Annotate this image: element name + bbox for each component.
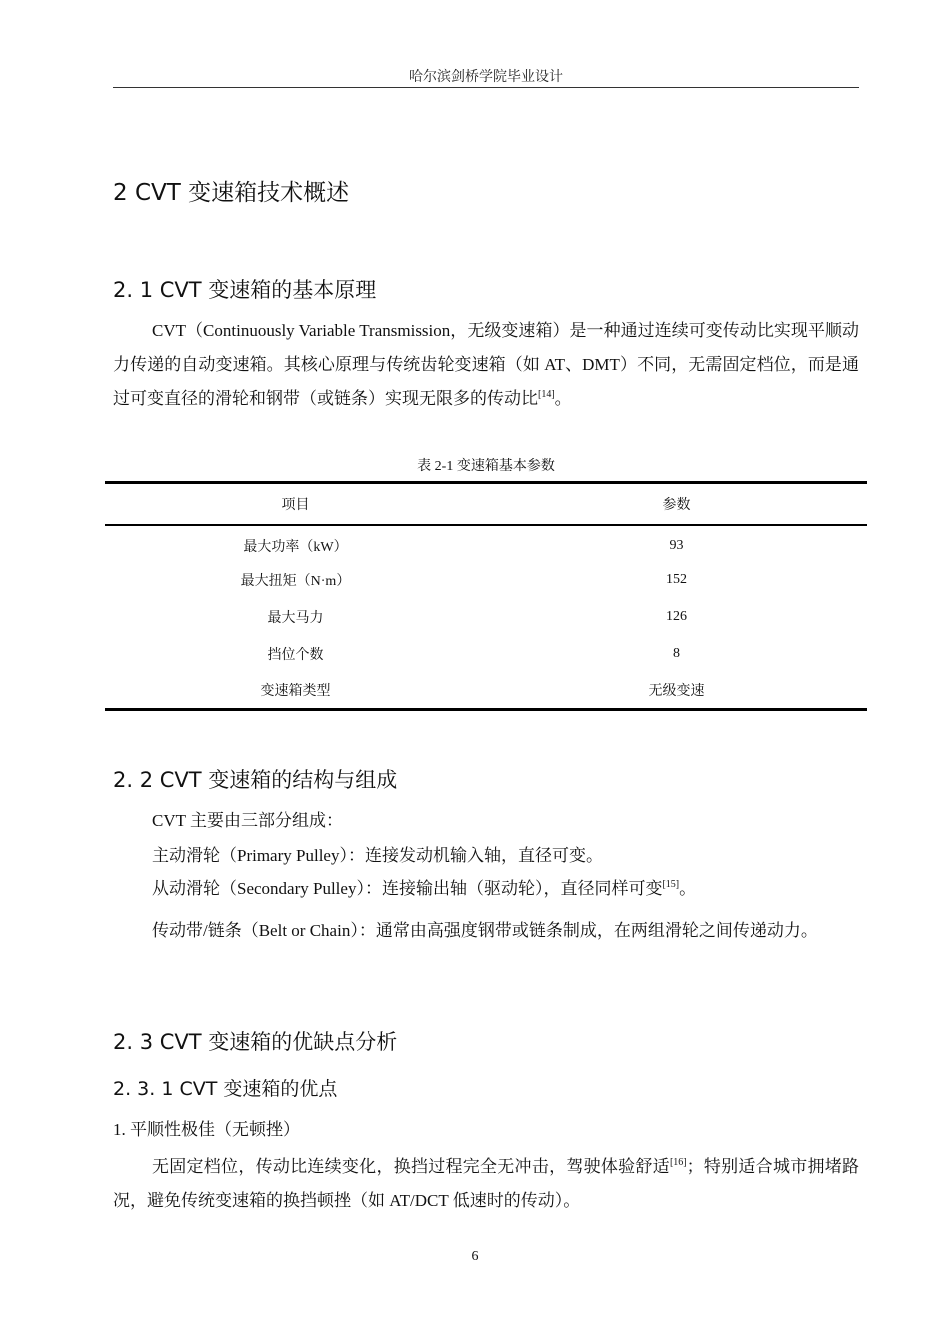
section-2-1-paragraph [113,314,859,416]
header-divider [113,87,859,88]
table-header-row [105,483,867,525]
table-cell: 8 [673,646,680,661]
table-row [105,599,867,636]
paragraph-text: 无固定档位，传动比连续变化，换挡过程完全无冲击，驾驶体验舒适 [152,1157,670,1176]
section-2-3-1-heading: 2. 3. 1 CVT 变速箱的优点 [113,1078,338,1100]
table-cell: 126 [666,609,687,624]
table-row [105,562,867,599]
section-2-2-intro: CVT 主要由三部分组成： [152,811,343,830]
table-caption: 表 2-1 变速箱基本参数 [417,459,555,474]
table-cell: 挡位个数 [267,648,324,663]
table-cell: 变速箱类型 [105,673,486,710]
table-header-cell: 参数 [486,483,867,525]
citation: [15] [662,879,680,890]
table-row [105,673,867,710]
parameters-table [105,481,867,711]
section-2-3-heading: 2. 3 CVT 变速箱的优缺点分析 [113,1030,398,1054]
list-item-belt-chain: 传动带/链条（Belt or Chain）：通常由高强度钢带或链条制成，在两组滑轮之间传递动力。 [152,921,818,940]
paragraph-end: 。 [554,389,572,408]
page-number: 6 [471,1249,479,1264]
smoothness-paragraph [113,1150,859,1218]
point-heading-smoothness: 1. 平顺性极佳（无顿挫） [113,1120,300,1139]
table-cell: 152 [666,572,687,587]
table-cell: 93 [669,537,684,553]
table-header-cell: 项目 [105,483,486,525]
section-2-2-heading: 2. 2 CVT 变速箱的结构与组成 [113,768,398,792]
section-2-1-heading: 2. 1 CVT 变速箱的基本原理 [113,278,377,302]
chapter-heading: 2 CVT 变速箱技术概述 [113,180,350,206]
list-item-secondary-pulley [113,872,859,906]
table-cell: 无级变速 [486,673,867,710]
list-item-primary-pulley: 主动滑轮（Primary Pulley）：连接发动机输入轴，直径可变。 [152,846,603,865]
table-row [105,525,867,562]
table-row [105,636,867,673]
table-cell: 最大扭矩（N·m） [240,574,351,589]
table-cell: 最大马力 [267,611,324,626]
item-end: 。 [679,879,697,898]
citation: [16] [669,1157,687,1168]
paragraph-text: CVT（Continuously Variable Transmission，无级变速箱）是一种通过连续可变传动比实现平顺动力传递的自动变速箱。其核心原理与传统齿轮变速箱（如 AT、DMT）不同，无需固定档位，而是通过可变直径的滑轮和钢带（或链条）实现无限多的传动比 [113,321,859,408]
table-cell: 最大功率（kW） [243,539,348,555]
page-header: 哈尔滨剑桥学院毕业设计 [409,70,563,85]
paragraph-text-continued: ；特别适合城市拥堵路况，避免传统变速箱的换挡顿挫（如 AT/DCT 低速时的传动）。 [113,1157,860,1210]
citation: [14] [538,389,555,400]
item-text: 从动滑轮（Secondary Pulley）：连接输出轴（驱动轮），直径同样可变 [152,879,663,898]
